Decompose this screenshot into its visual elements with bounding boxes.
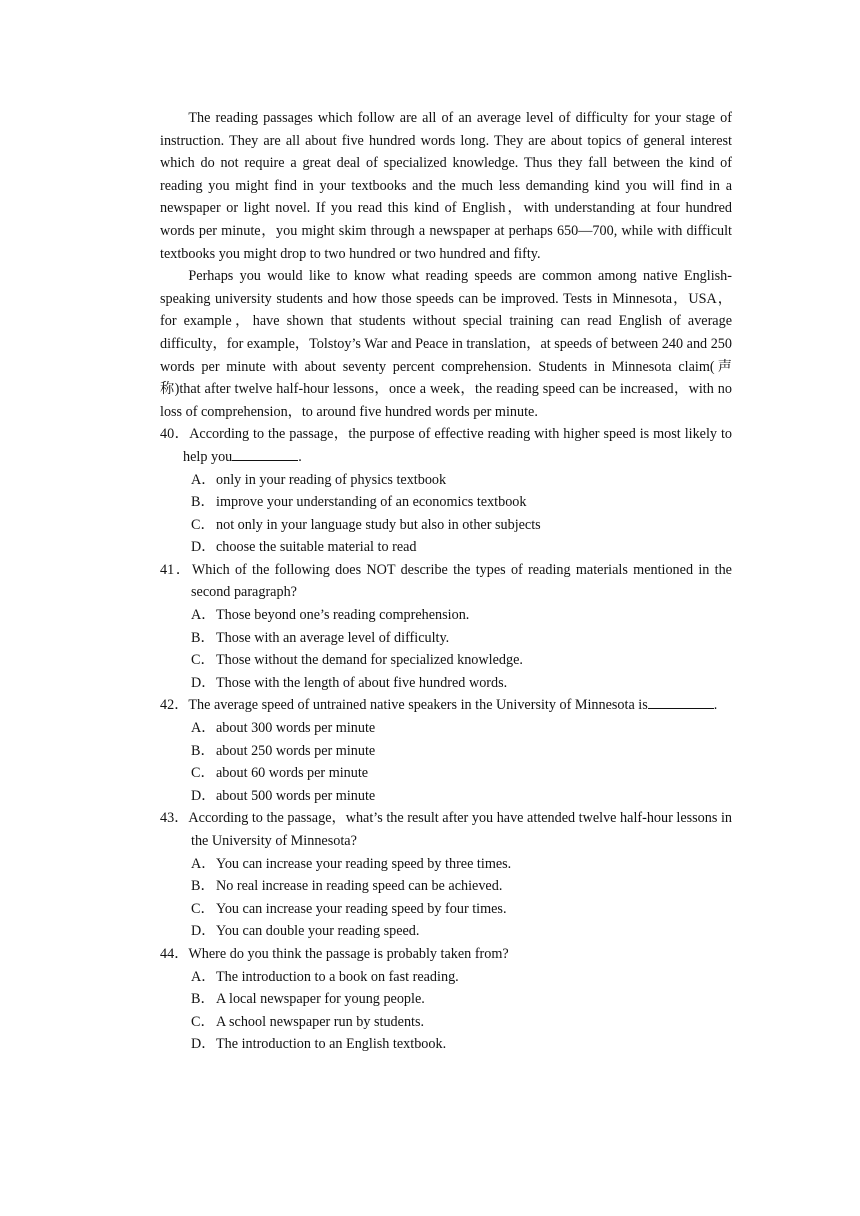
option-a: A．Those beyond one’s reading comprehension. [191, 607, 470, 624]
document-page [160, 107, 732, 1056]
option-c: C．A school newspaper run by students. [191, 1013, 425, 1030]
option-a: A．only in your reading of physics textbook [191, 471, 447, 488]
option-b: B．improve your understanding of an economics textbook [191, 494, 527, 511]
question-number: 44． [160, 945, 189, 962]
option-d: D．choose the suitable material to read [191, 539, 417, 556]
passage-paragraph-2: Perhaps you would like to know what reading speeds are common among native English-speaking university students and how those speeds can be improved. Tests in Minnesota，USA，for example，have shown that students without special training can read English of average difficulty，for example，Tolstoy’s War and Peace in translation，at speeds of between 240 and 250 words per minute with about seventy percent comprehension. Students in Minnesota claim(声称)that after twelve half-hour lessons，once a week，the reading speed can be increased，with no loss of comprehension，to around five hundred words per minute. [160, 268, 732, 420]
question-number: 43． [160, 810, 189, 827]
option-b: B．about 250 words per minute [191, 742, 376, 759]
option-c: C．Those without the demand for specialized knowledge. [191, 652, 523, 669]
question-stem: 42．The average speed of untrained native speakers in the University of Minnesota is . [160, 697, 718, 714]
option-d: D．about 500 words per minute [191, 787, 376, 804]
option-b: B．A local newspaper for young people. [191, 991, 425, 1008]
option-d: D．You can double your reading speed. [191, 923, 420, 940]
option-d: D．The introduction to an English textbook. [191, 1036, 447, 1053]
question-number: 42． [160, 697, 189, 714]
question-stem: 40．According to the passage，the purpose of effective reading with higher speed is most likely to help you . [160, 426, 732, 465]
option-b: B．No real increase in reading speed can be achieved. [191, 878, 503, 895]
option-c: C．about 60 words per minute [191, 765, 369, 782]
option-a: A．The introduction to a book on fast reading. [191, 968, 459, 985]
question-42 [160, 694, 732, 807]
question-41 [160, 559, 732, 695]
question-44 [160, 943, 732, 1056]
option-b: B．Those with an average level of difficulty. [191, 629, 450, 646]
option-a: A．You can increase your reading speed by three times. [191, 855, 512, 872]
option-c: C．You can increase your reading speed by four times. [191, 900, 507, 917]
question-stem: 41．Which of the following does NOT describe the types of reading materials mentioned in the second paragraph? [160, 561, 732, 601]
question-stem: 43．According to the passage，what’s the result after you have attended twelve half-hour lessons in the University of Minnesota? [160, 810, 732, 849]
answer-blank [232, 448, 298, 461]
answer-blank [648, 696, 714, 709]
passage-paragraph-1: The reading passages which follow are all of an average level of difficulty for your stage of instruction. They are all about five hundred words long. They are about topics of general interest which do not require a great deal of specialized knowledge. Thus they fall between the kind of reading you might find in your textbooks and the much less demanding kind you will find in a newspaper or light novel. If you read this kind of English，with understanding at four hundred words per minute，you might skim through a newspaper at perhaps 650—700, while with difficult textbooks you might drop to two hundred or two hundred and fifty. [160, 110, 732, 262]
option-c: C．not only in your language study but also in other subjects [191, 516, 541, 533]
question-number: 40． [160, 426, 190, 443]
option-a: A．about 300 words per minute [191, 720, 376, 737]
question-stem: 44．Where do you think the passage is probably taken from? [160, 945, 509, 962]
question-number: 41． [160, 561, 192, 578]
question-40 [160, 423, 732, 559]
question-43 [160, 807, 732, 943]
option-d: D．Those with the length of about five hundred words. [191, 674, 508, 691]
